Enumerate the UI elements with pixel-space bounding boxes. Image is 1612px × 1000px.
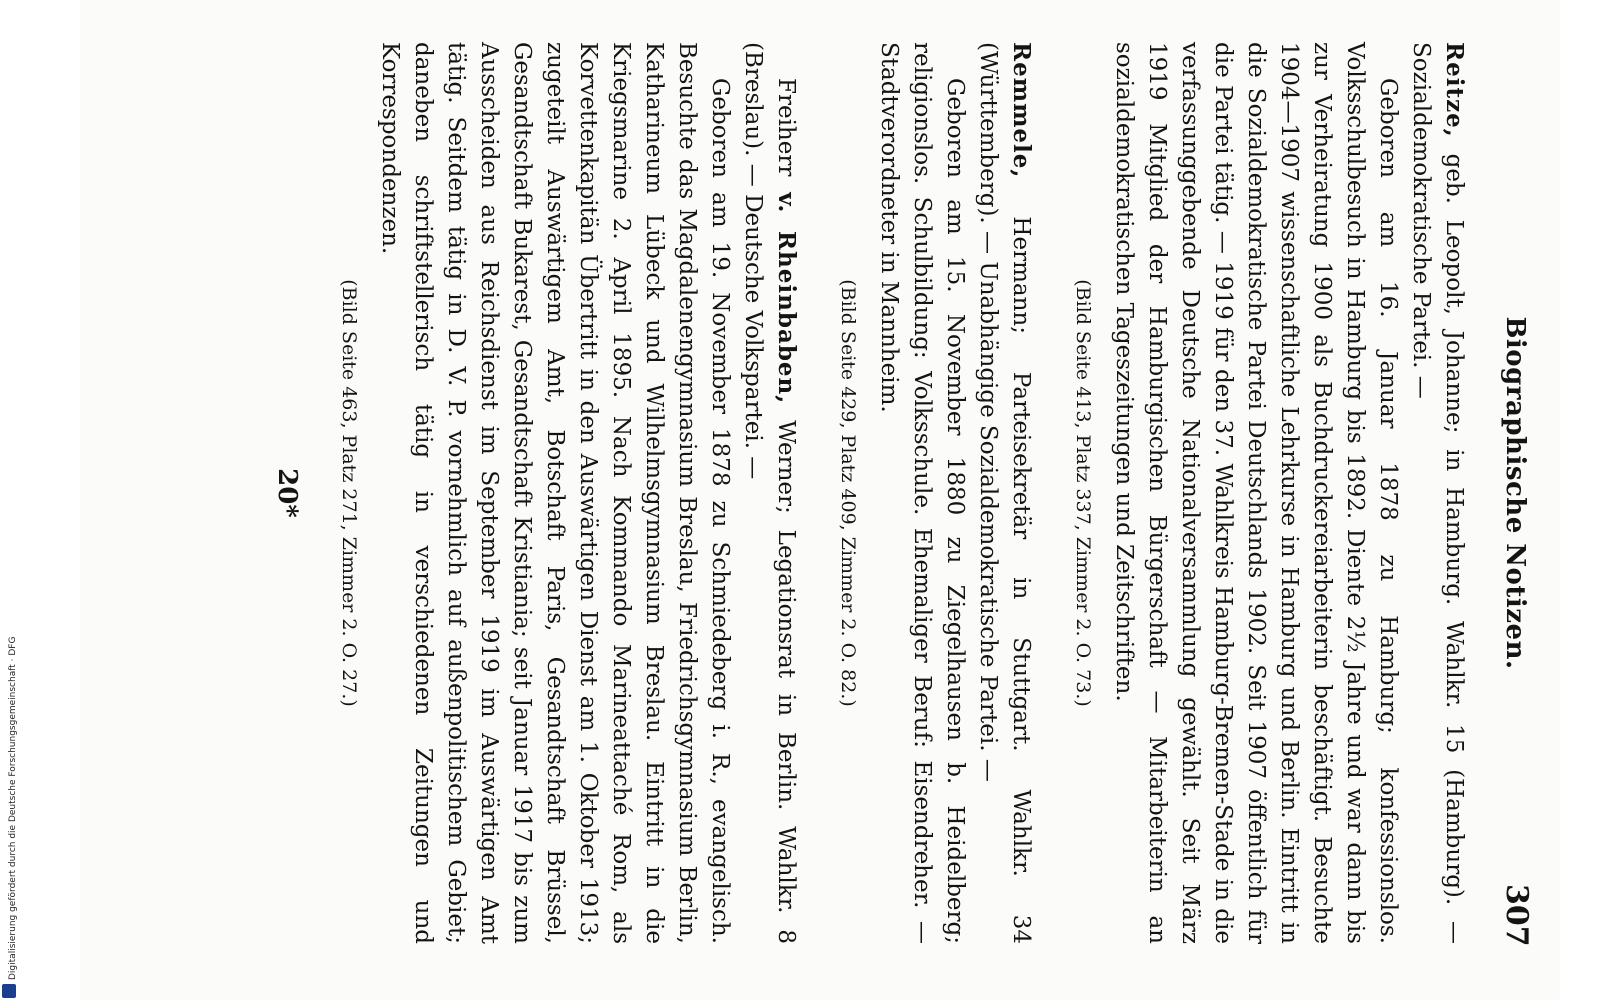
entry-intro: Werner; Legationsrat in Berlin. Wahlkr. 8 (Breslau). — Deutsche Volkspartei. — <box>740 42 799 945</box>
entry-caption: (Bild Seite 429, Platz 409, Zimmer 2. O. 82.) <box>837 279 859 707</box>
entry-name: Remmele, <box>1008 42 1035 179</box>
entry-body: Geboren am 16. Januar 1878 zu Hamburg; konfessionslos. Volksschulbesuch in Hamburg bis 1892. Diente 2½ Jahre und war dann bis zur Verheiratung 1900 als Buchdruckereiarbeiterin beschäftigt. Besuchte 1904—1907 wissenschaftliche Lehrkurse in Hamburg und Berlin. Eintritt in die Sozialdemokratische Partei Deutschlands 1902. Seit 1907 öffentlich für die Partei tätig. — 1919 für den 37. Wahlkreis Hamburg-Bremen-Stade in die verfassunggebende Deutsche Nationalversammlung gewählt. Seit März 1919 Mitglied der Hamburgischen Bürgerschaft — Mitarbeiterin an sozialdemokratischen Tageszeitungen und Zeitschriften. <box>1111 42 1401 944</box>
entry-body: Geboren am 15. November 1880 zu Ziegelhausen b. Heidelberg; religionslos. Schulbildung: Volksschule. Ehemaliger Beruf: Eisendreher. — Stadtverordneter in Mannheim. <box>876 42 968 944</box>
page-number: 307 <box>1499 884 1534 947</box>
entry-name: v. Rheinbaben, <box>773 192 800 405</box>
biography-entry-remmele <box>831 42 1038 944</box>
running-title: Biographische Notizen. <box>1500 316 1530 670</box>
entry-prefix: Freiherr <box>773 78 799 177</box>
biography-entry-rheinbaben <box>332 42 803 944</box>
biography-entry-reitze <box>1066 42 1471 944</box>
rotated-page <box>80 0 1560 1000</box>
entry-intro: Hermann; Parteisekretär in Stuttgart. Wahlkr. 34 (Württemberg). — Unabhängige Sozialdemokratische Partei. — <box>975 42 1034 944</box>
entry-name: Reitze, <box>1441 42 1468 138</box>
entry-intro: geb. Leopolt, Johanne; in Hamburg. Wahlkr. 15 (Hamburg). — Sozialdemokratische Partei. — <box>1408 42 1467 944</box>
page-header <box>1499 42 1534 947</box>
dfg-logo-icon <box>2 984 16 998</box>
entry-caption: (Bild Seite 463, Platz 271, Zimmer 2. O. 27.) <box>338 279 360 707</box>
digitization-note <box>4 20 18 980</box>
entry-caption: (Bild Seite 413, Platz 337, Zimmer 2. O. 73.) <box>1072 279 1094 707</box>
digitization-note-text: Digitalisierung gefördert durch die Deutsche Forschungsgemeinschaft · DFG <box>8 636 18 980</box>
entry-body: Geboren am 19. November 1878 zu Schmiedeberg i. R., evangelisch. Besuchte das Magdalenengymnasium Breslau, Friedrichsgymnasium Berlin, Katharineum Lübeck und Wilhelmsgymnasium Breslau. Eintritt in die Kriegsmarine 2. April 1895. Nach Kommando Marineattaché Rom, als Korvettenkapitän Übertritt in den Auswärtigen Dienst am 1. Oktober 1913; zugeteilt Auswärtigem Amt, Botschaft Paris, Gesandtschaft Brüssel, Gesandtschaft Bukarest, Gesandtschaft Kristiania; seit Januar 1917 bis zum Ausscheiden aus Reichsdienst im September 1919 im Auswärtigen Amt tätig. Seitdem tätig in D. V. P. vornehmlich auf außenpolitischem Gebiet; daneben schriftstellerisch tätig in verschiedenen Zeitungen und Korrespondenzen. <box>377 42 733 944</box>
signature-mark: 20* <box>272 468 302 518</box>
